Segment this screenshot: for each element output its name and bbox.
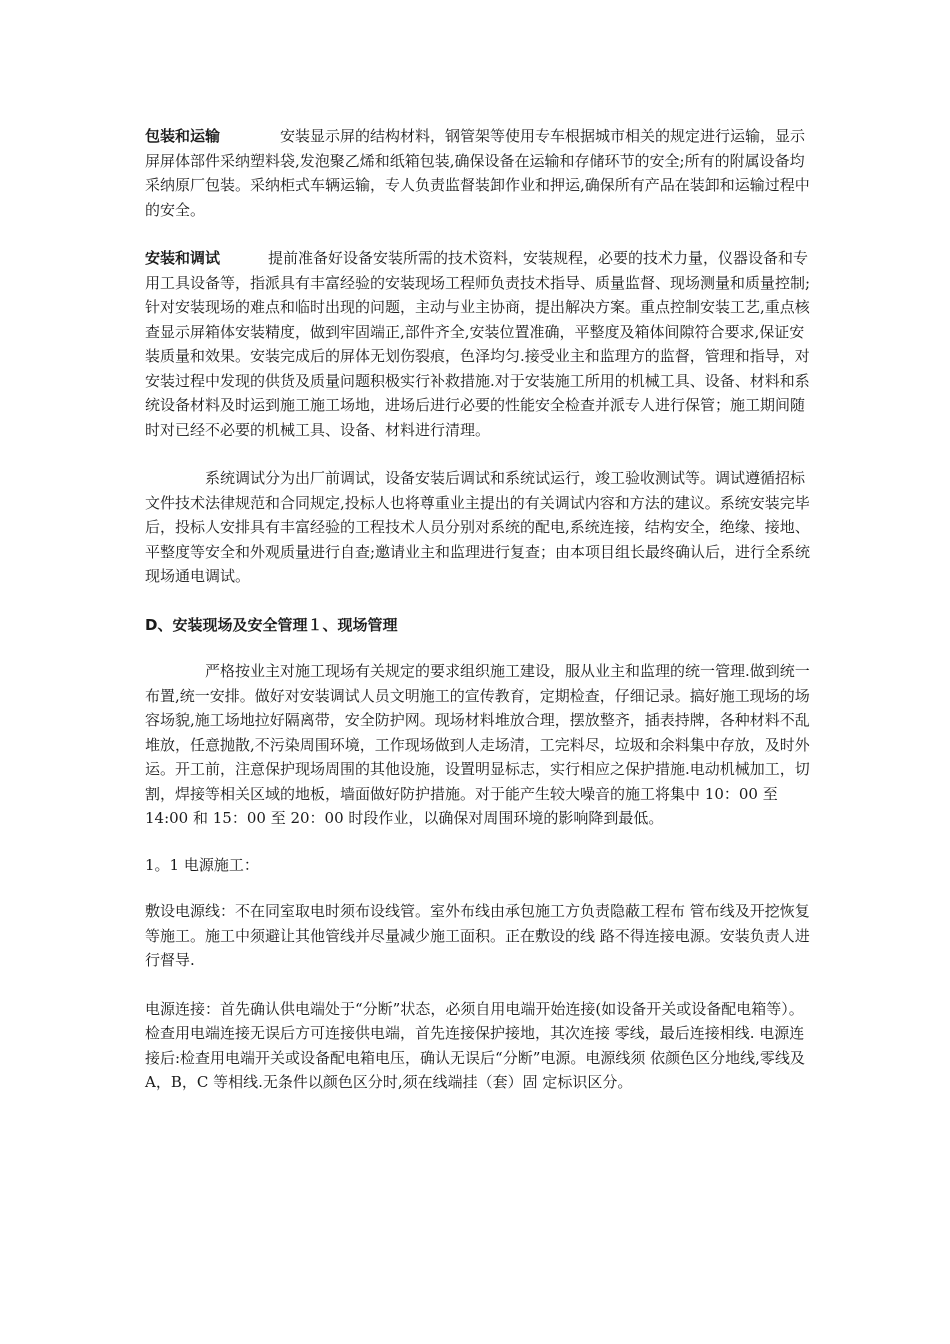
- document-body: [145, 124, 817, 1095]
- testing-paragraph: 系统调试分为出厂前调试，设备安装后调试和系统试运行，竣工验收测试等。调试遵循招标文件技术法律规范和合同规定,投标人也将尊重业主提出的有关调试内容和方法的建议。系统安装完毕后，投标人安排具有丰富经验的工程技术人员分别对系统的配电,系统连接，结构安全，绝缘、接地、平整度等安全和外观质量进行自查;邀请业主和监理进行复查；由本项目组长最终确认后，进行全系统现场通电调试。: [145, 469, 811, 585]
- installation-paragraph: [145, 246, 817, 442]
- packaging-text: 安装显示屏的结构材料，钢管架等使用专车根据城市相关的规定进行运输，显示屏屏体部件采纳塑料袋,发泡聚乙烯和纸箱包装,确保设备在运输和存储环节的安全;所有的附属设备均采纳原厂包装。采纳柜式车辆运输，专人负责监督装卸作业和押运,确保所有产品在装卸和运输过程中的安全。: [145, 127, 810, 219]
- power-connection-paragraph: 电源连接：首先确认供电端处于“分断”状态，必须自用电端开始连接(如设备开关或设备配电箱等）。检查用电端连接无误后方可连接供电端，首先连接保护接地，其次连接 零线，最后连接相线. 电源连接后:检查用电端开关或设备配电箱电压，确认无误后“分断”电源。电源线须 依颜色区分地线,零线及 A，B，C 等相线.无条件以颜色区分时,须在线端挂（套）固 定标识区分。: [145, 999, 805, 1091]
- site-management-paragraph: 严格按业主对施工现场有关规定的要求组织施工建设，服从业主和监理的统一管理.做到统一布置,统一安排。做好对安装调试人员文明施工的宣传教育，定期检查，仔细记录。搞好施工现场的场容场貌,施工场地拉好隔离带，安全防护网。现场材料堆放合理，摆放整齐，插表持牌，各种材料不乱堆放，任意抛散,不污染周围环境，工作现场做到人走场清，工完料尽，垃圾和余料集中存放，及时外运。开工前，注意保护现场周围的其他设施，设置明显标志，实行相应之保护措施.电动机械加工，切割，焊接等相关区域的地板，墙面做好防护措施。对于能产生较大噪音的施工将集中 10：00 至 14:00 和 15：00 至 20：00 时段作业，以确保对周围环境的影响降到最低。: [145, 662, 810, 827]
- section-d-heading: D、安装现场及安全管理１、现场管理: [145, 615, 398, 634]
- power-heading: 1。1 电源施工：: [145, 855, 259, 874]
- packaging-heading: 包装和运输: [145, 127, 221, 145]
- installation-heading: 安装和调试: [145, 249, 221, 267]
- installation-text: 提前准备好设备安装所需的技术资料，安装规程，必要的技术力量，仪器设备和专用工具设备等，指派具有丰富经验的安装现场工程师负责技术指导、质量监督、现场测量和质量控制;针对安装现场的难点和临时出现的问题，主动与业主协商，提出解决方案。重点控制安装工艺,重点核查显示屏箱体安装精度，做到牢固端正,部件齐全,安装位置准确，平整度及箱体间隙符合要求,保证安装质量和效果。安装完成后的屏体无划伤裂痕，色泽均匀.接受业主和监理方的监督，管理和指导，对安装过程中发现的供货及质量问题积极实行补救措施.对于安装施工所用的机械工具、设备、材料和系统设备材料及时运到施工施工场地，进场后进行必要的性能安全检查并派专人进行保管；施工期间随时对已经不必要的机械工具、设备、材料进行清理。: [145, 249, 811, 439]
- power-laying-paragraph: 敷设电源线：不在同室取电时须布设线管。室外布线由承包施工方负责隐蔽工程布 管布线及开挖恢复等施工。施工中须避让其他管线并尽量减少施工面积。正在敷设的线 路不得连接电源。安装负责人进行督导.: [145, 902, 810, 969]
- packaging-paragraph: [145, 124, 817, 222]
